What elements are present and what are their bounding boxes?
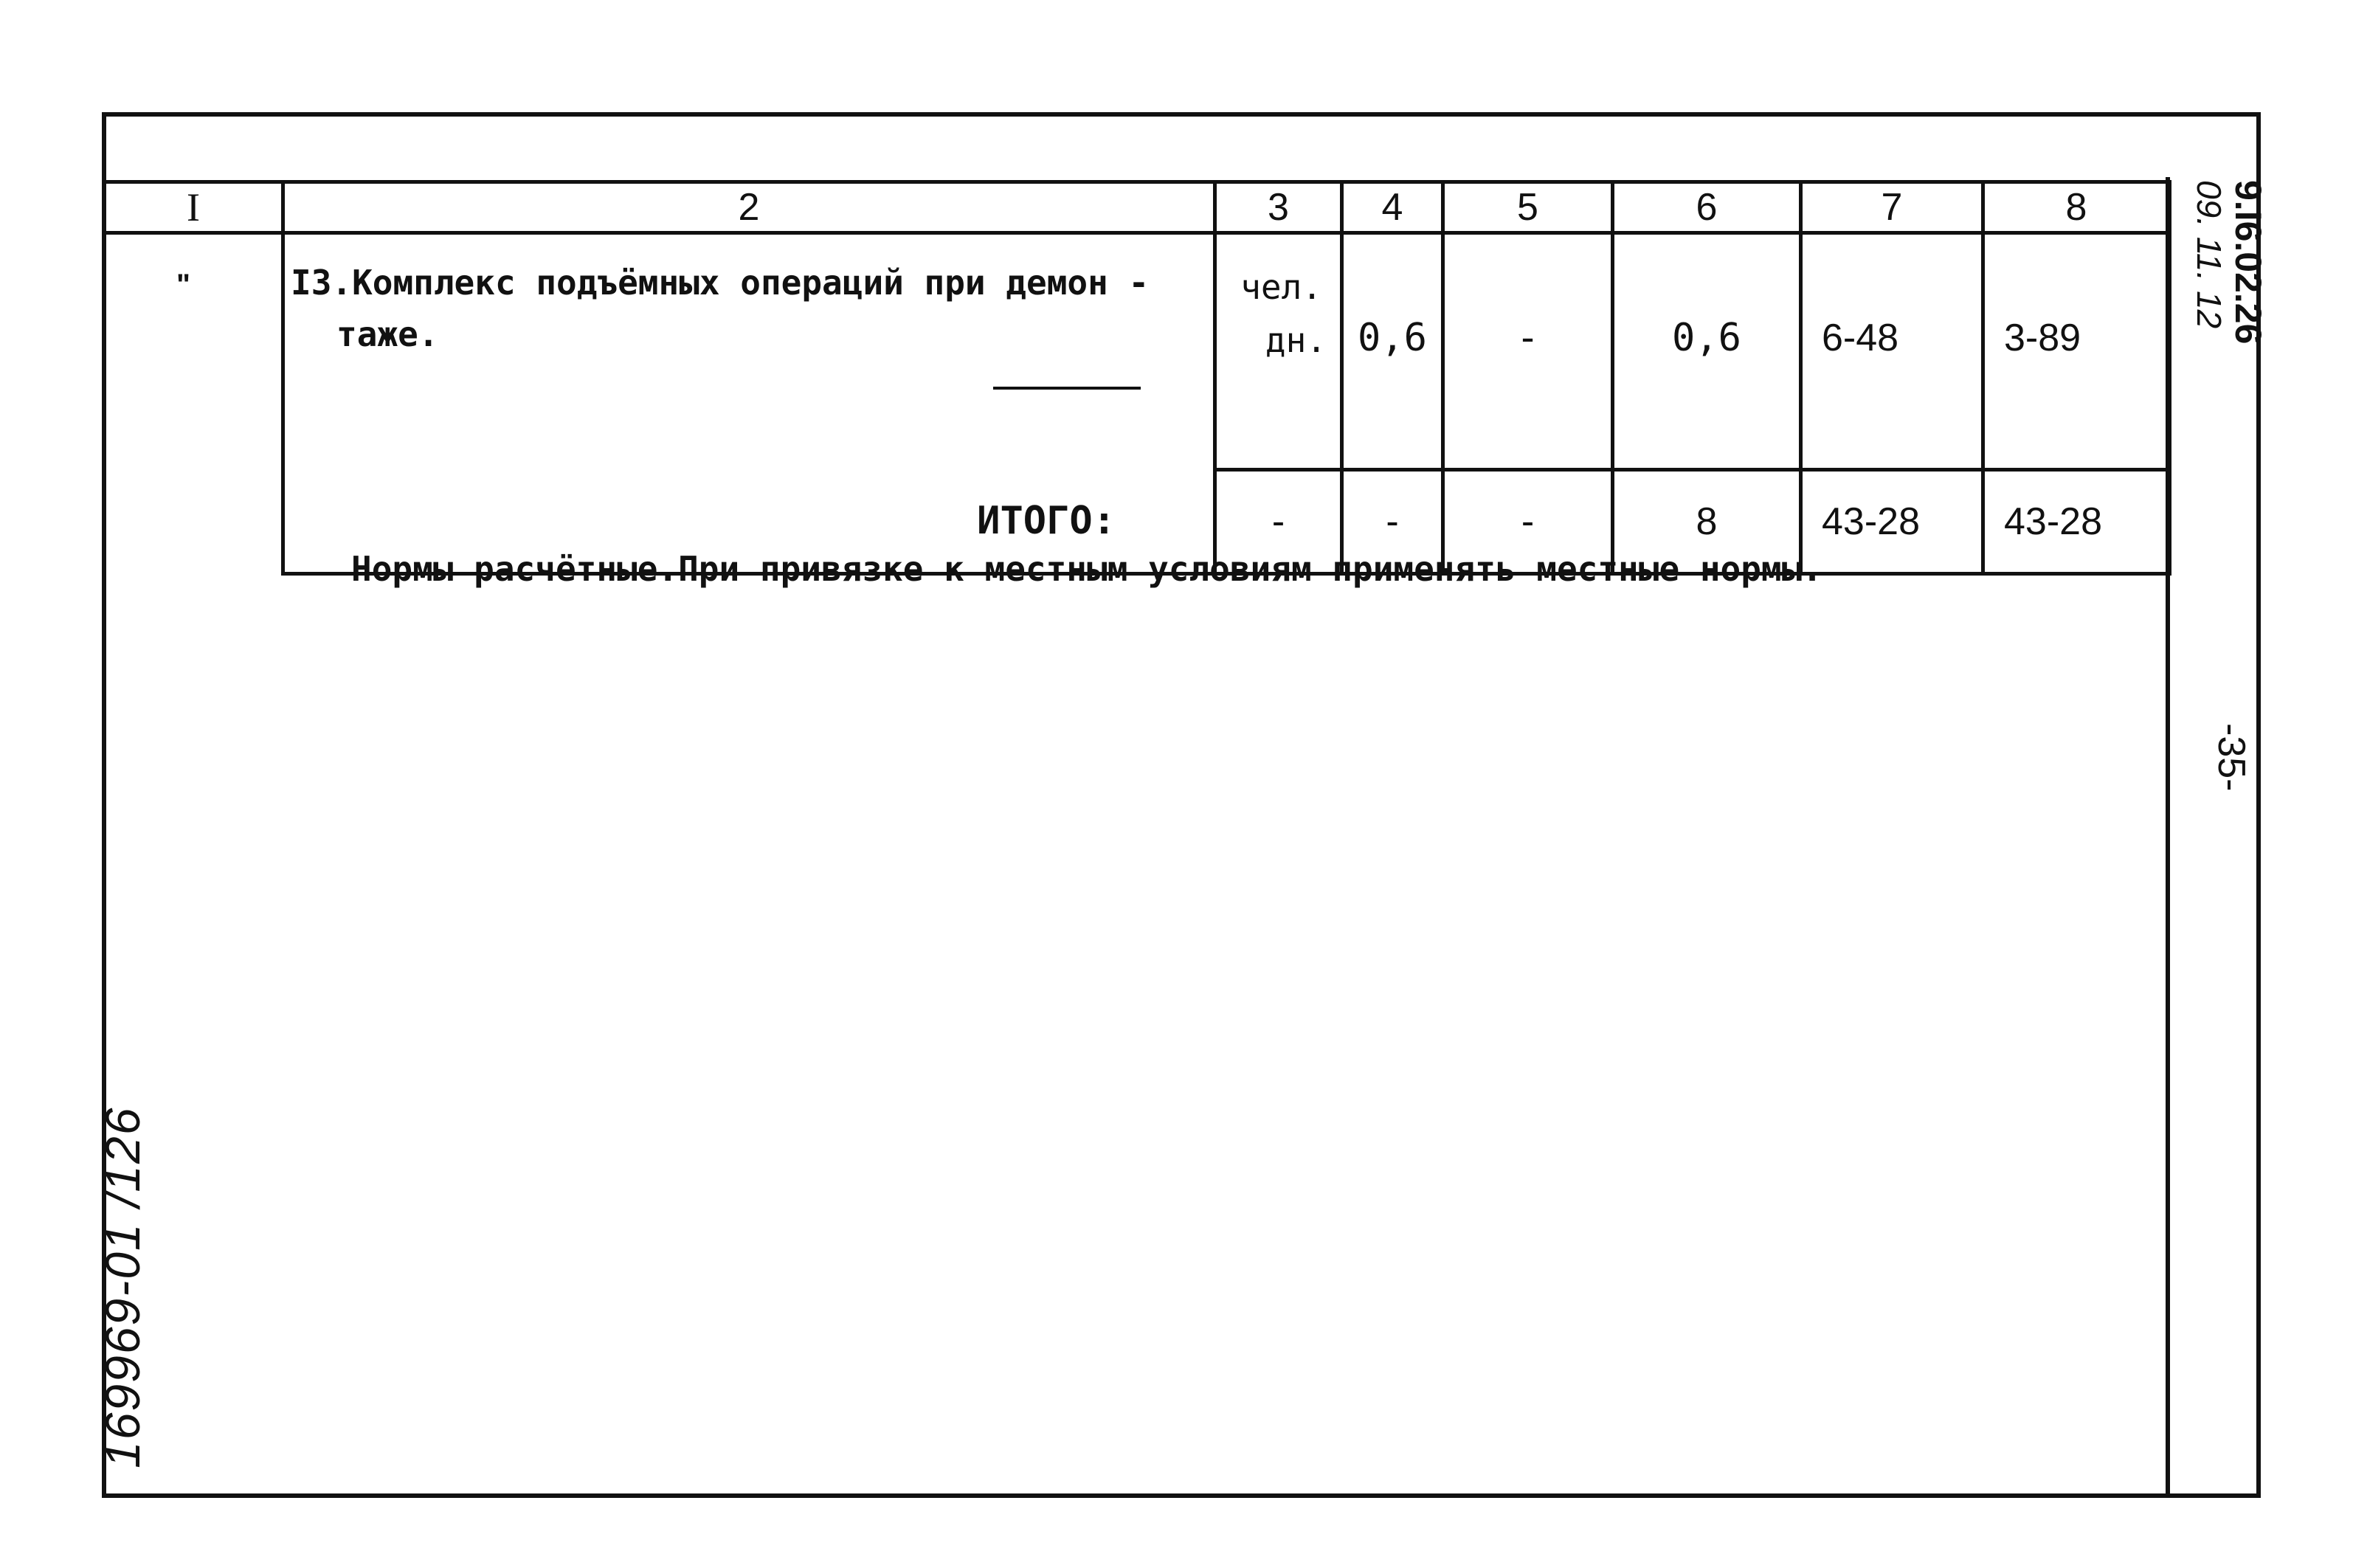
total-col-5: - (1443, 470, 1613, 574)
header-col-8: 8 (1983, 182, 2170, 233)
item-col-6: 0,6 (1613, 233, 1801, 470)
header-col-1: I (104, 182, 283, 233)
page-number: -35- (2210, 723, 2253, 792)
total-col-8: 43-28 (1983, 470, 2170, 574)
estimate-table (102, 180, 2171, 576)
total-label: ИТОГО: (283, 470, 1215, 574)
row-mark-cell (104, 233, 283, 574)
item-unit-line1: чел. (1240, 267, 1322, 307)
archive-code: 169969-01 /126 (95, 1106, 150, 1468)
document-date: 09. 11. 12 (2190, 180, 2228, 329)
total-col-6: 8 (1613, 470, 1801, 574)
total-separator-line (993, 387, 1141, 390)
header-col-6: 6 (1613, 182, 1801, 233)
item-col-8: 3-89 (1983, 233, 2170, 470)
table-row-item-13 (104, 233, 2170, 470)
total-col-7: 43-28 (1801, 470, 1983, 574)
ditto-mark: " (176, 269, 190, 301)
item-col-7: 6-48 (1801, 233, 1983, 470)
table-header-row (104, 182, 2170, 233)
header-col-4: 4 (1342, 182, 1443, 233)
note-text: Нормы расчётные.При привязке к местным условиям применять местные нормы. (351, 549, 1822, 589)
item-unit-line2: дн. (1265, 320, 1327, 360)
header-col-7: 7 (1801, 182, 1983, 233)
item-description-line2: таже. (336, 314, 439, 354)
header-col-5: 5 (1443, 182, 1613, 233)
total-col-4: - (1342, 470, 1443, 574)
item-description (283, 233, 1215, 470)
total-col-3: - (1215, 470, 1342, 574)
header-col-3: 3 (1215, 182, 1342, 233)
item-col-5: - (1443, 233, 1613, 470)
item-description-line1: I3.Комплекс подъёмных операций при демон - (291, 263, 1150, 303)
document-code-stamp (2170, 180, 2270, 401)
document-code: 9.I6.02.26 (2228, 180, 2269, 345)
item-col-4: 0,6 (1342, 233, 1443, 470)
item-unit (1215, 233, 1342, 470)
header-col-2: 2 (283, 182, 1215, 233)
